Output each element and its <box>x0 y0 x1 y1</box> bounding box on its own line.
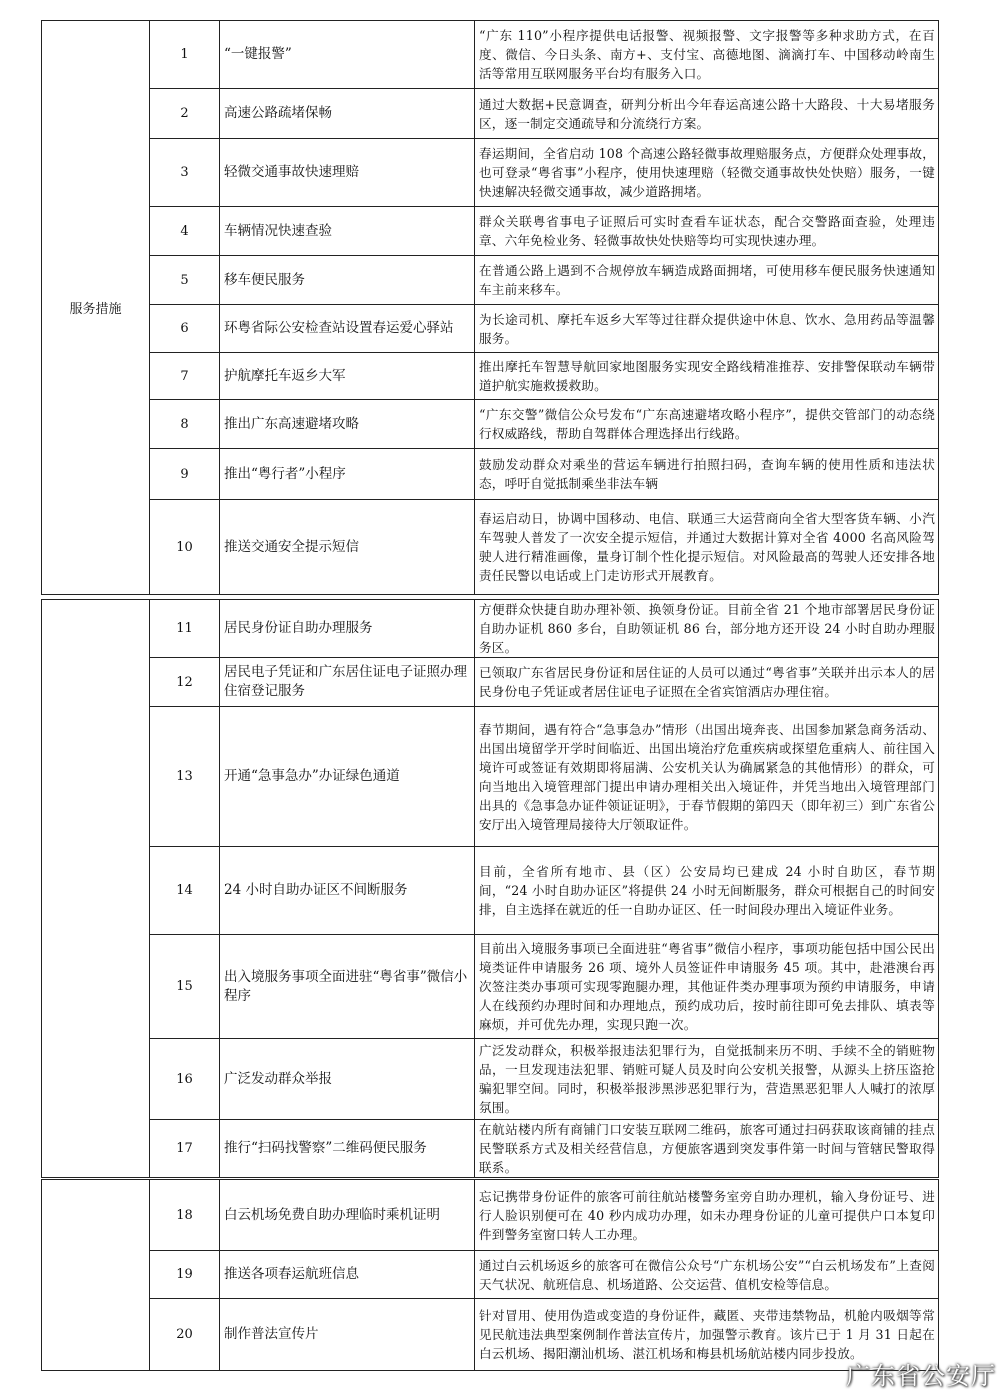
table-row <box>42 449 939 500</box>
row-item: 居民身份证自助办理服务 <box>220 600 475 658</box>
category-cell <box>42 1180 150 1371</box>
row-item: “一键报警” <box>220 21 475 89</box>
row-desc: 目前出入境服务事项已全面进驻“粤省事”微信小程序，事项功能包括中国公民出境类证件申请服务 26 项、境外人员签证件申请服务 45 项。其中，赴港澳台再次签注类办事项可实现零跑腿办理，其他证件类办理事项为预约申请服务，申请人在线预约办理时间和办理地点，预约成功后，按时前往即可免去排队、填表等麻烦，并可优先办理，实现只跑一次。 <box>475 935 939 1039</box>
watermark-logo: 广东省公安厅 <box>846 1362 996 1390</box>
row-number: 20 <box>150 1299 220 1371</box>
row-desc: 为长途司机、摩托车返乡大军等过往群众提供途中休息、饮水、急用药品等温馨服务。 <box>475 305 939 353</box>
table-row <box>42 305 939 353</box>
row-item: 白云机场免费自助办理临时乘机证明 <box>220 1180 475 1251</box>
table-row <box>42 207 939 256</box>
row-item: 护航摩托车返乡大军 <box>220 353 475 400</box>
row-item: 轻微交通事故快速理赔 <box>220 139 475 207</box>
row-item: 24 小时自助办证区不间断服务 <box>220 847 475 935</box>
row-desc: 春运启动日，协调中国移动、电信、联通三大运营商向全省大型客货车辆、小汽车驾驶人普发了一次安全提示短信，并通过大数据计算对全省 4000 名高风险驾驶人进行精准画像，量身订制个性化提示短信。对风险最高的驾驶人还安排各地责任民警以电话或上门走访形式开展教育。 <box>475 500 939 595</box>
row-desc: 在普通公路上遇到不合规停放车辆造成路面拥堵，可使用移车便民服务快速通知车主前来移车。 <box>475 256 939 305</box>
row-item: 推行“扫码找警察”二维码便民服务 <box>220 1120 475 1178</box>
row-item: 推送交通安全提示短信 <box>220 500 475 595</box>
row-desc: 通过白云机场返乡的旅客可在微信公众号“广东机场公安”“白云机场发布”上查阅天气状况、航班信息、机场道路、公交运营、值机安检等信息。 <box>475 1251 939 1299</box>
table-row <box>42 847 939 935</box>
category-cell: 服务措施 <box>42 21 150 595</box>
row-number: 17 <box>150 1120 220 1178</box>
row-desc: 针对冒用、使用伪造或变造的身份证件，藏匿、夹带违禁物品，机舱内吸烟等常见民航违法典型案例制作普法宣传片，加强警示教育。该片已于 1 月 31 日起在白云机场、揭阳潮汕机场、湛江机场和梅县机场航站楼内同步投放。 <box>475 1299 939 1371</box>
table-row <box>42 658 939 707</box>
category-cell <box>42 600 150 1178</box>
row-item: 环粤省际公安检查站设置春运爱心驿站 <box>220 305 475 353</box>
row-number: 11 <box>150 600 220 658</box>
row-desc: “广东交警”微信公众号发布“广东高速避堵攻略小程序”，提供交管部门的动态绕行权威路线，帮助自驾群体合理选择出行线路。 <box>475 400 939 449</box>
row-desc: 鼓励发动群众对乘坐的营运车辆进行拍照扫码，查询车辆的使用性质和违法状态，呼吁自觉抵制乘坐非法车辆 <box>475 449 939 500</box>
row-number: 10 <box>150 500 220 595</box>
row-number: 5 <box>150 256 220 305</box>
row-number: 18 <box>150 1180 220 1251</box>
row-item: 高速公路疏堵保畅 <box>220 89 475 139</box>
table-row <box>42 1039 939 1120</box>
row-item: 推出“粤行者”小程序 <box>220 449 475 500</box>
table-row <box>42 353 939 400</box>
row-number: 6 <box>150 305 220 353</box>
row-item: 移车便民服务 <box>220 256 475 305</box>
service-measures-table-2 <box>41 599 939 1178</box>
table-row <box>42 707 939 847</box>
row-desc: 群众关联粤省事电子证照后可实时查看车证状态，配合交警路面查验，处理违章、六年免检业务、轻微事故快处快赔等均可实现快速办理。 <box>475 207 939 256</box>
row-desc: 目前，全省所有地市、县（区）公安局均已建成 24 小时自助区，春节期间，“24 小时自助办证区”将提供 24 小时无间断服务，群众可根据自己的时间安排，自主选择在就近的任一自助办证区、任一时间段办理出入境证件业务。 <box>475 847 939 935</box>
row-desc: 方便群众快捷自助办理补领、换领身份证。目前全省 21 个地市部署居民身份证自助办证机 860 多台，自助领证机 86 台，部分地方还开设 24 小时自助办理服务区。 <box>475 600 939 658</box>
table-row <box>42 256 939 305</box>
table-row <box>42 600 939 658</box>
row-desc: 通过大数据+民意调查，研判分析出今年春运高速公路十大路段、十大易堵服务区，逐一制定交通疏导和分流绕行方案。 <box>475 89 939 139</box>
row-number: 1 <box>150 21 220 89</box>
row-item: 开通“急事急办”办证绿色通道 <box>220 707 475 847</box>
row-item: 广泛发动群众举报 <box>220 1039 475 1120</box>
table-row <box>42 21 939 89</box>
row-item: 车辆情况快速查验 <box>220 207 475 256</box>
row-desc: 已领取广东省居民身份证和居住证的人员可以通过“粤省事”关联并出示本人的居民身份电子凭证或者居住证电子证照在全省宾馆酒店办理住宿。 <box>475 658 939 707</box>
row-item: 制作普法宣传片 <box>220 1299 475 1371</box>
table-row <box>42 89 939 139</box>
row-number: 4 <box>150 207 220 256</box>
row-desc: “广东 110”小程序提供电话报警、视频报警、文字报警等多种求助方式，在百度、微信、今日头条、南方+、支付宝、高德地图、滴滴打车、中国移动岭南生活等常用互联网服务平台均有服务入口。 <box>475 21 939 89</box>
row-desc: 在航站楼内所有商铺门口安装互联网二维码，旅客可通过扫码获取该商铺的挂点民警联系方式及相关经营信息，方便旅客遇到突发事件第一时间与管辖民警取得联系。 <box>475 1120 939 1178</box>
table-row <box>42 1251 939 1299</box>
row-number: 14 <box>150 847 220 935</box>
table-row <box>42 935 939 1039</box>
row-desc: 忘记携带身份证件的旅客可前往航站楼警务室旁自助办理机，输入身份证号、进行人脸识别便可在 40 秒内成功办理，如未办理身份证的儿童可提供户口本复印件到警务室窗口转人工办理。 <box>475 1180 939 1251</box>
row-desc: 广泛发动群众，积极举报违法犯罪行为，自觉抵制来历不明、手续不全的销赃物品，一旦发现违法犯罪、销赃可疑人员及时向公安机关报警，从源头上挤压盗抢骗犯罪空间。同时，积极举报涉黑涉恶犯罪行为，营造黑恶犯罪人人喊打的浓厚氛围。 <box>475 1039 939 1120</box>
service-measures-table-1 <box>41 20 939 595</box>
row-number: 19 <box>150 1251 220 1299</box>
row-desc: 春节期间，遇有符合“急事急办”情形（出国出境奔丧、出国参加紧急商务活动、出国出境留学开学时间临近、出国出境治疗危重疾病或探望危重病人、前往国入境许可或签证有效期即将届满、公安机关认为确属紧急的其他情形）的群众，可向当地出入境管理部门提出申请办理相关出入境证件，并凭当地出入境管理部门出具的《急事急办证件领证证明》，于春节假期的第四天（即年初三）到广东省公安厅出入境管理局接待大厅领取证件。 <box>475 707 939 847</box>
row-item: 居民电子凭证和广东居住证电子证照办理住宿登记服务 <box>220 658 475 707</box>
table-row <box>42 400 939 449</box>
row-number: 8 <box>150 400 220 449</box>
service-measures-table-3 <box>41 1179 939 1371</box>
row-number: 12 <box>150 658 220 707</box>
row-number: 3 <box>150 139 220 207</box>
row-desc: 推出摩托车智慧导航回家地图服务实现安全路线精准推荐、安排警保联动车辆带道护航实施救援救助。 <box>475 353 939 400</box>
row-number: 13 <box>150 707 220 847</box>
table-row <box>42 500 939 595</box>
table-row <box>42 1120 939 1178</box>
row-item: 推送各项春运航班信息 <box>220 1251 475 1299</box>
row-number: 15 <box>150 935 220 1039</box>
table-row <box>42 1180 939 1251</box>
row-item: 推出广东高速避堵攻略 <box>220 400 475 449</box>
table-row <box>42 139 939 207</box>
row-number: 7 <box>150 353 220 400</box>
row-number: 2 <box>150 89 220 139</box>
row-number: 16 <box>150 1039 220 1120</box>
row-desc: 春运期间，全省启动 108 个高速公路轻微事故理赔服务点，方便群众处理事故，也可登录“粤省事”小程序，使用快速理赔（轻微交通事故快处快赔）服务，一键快速解决轻微交通事故，减少道路拥堵。 <box>475 139 939 207</box>
row-number: 9 <box>150 449 220 500</box>
table-row <box>42 1299 939 1371</box>
row-item: 出入境服务事项全面进驻“粤省事”微信小程序 <box>220 935 475 1039</box>
